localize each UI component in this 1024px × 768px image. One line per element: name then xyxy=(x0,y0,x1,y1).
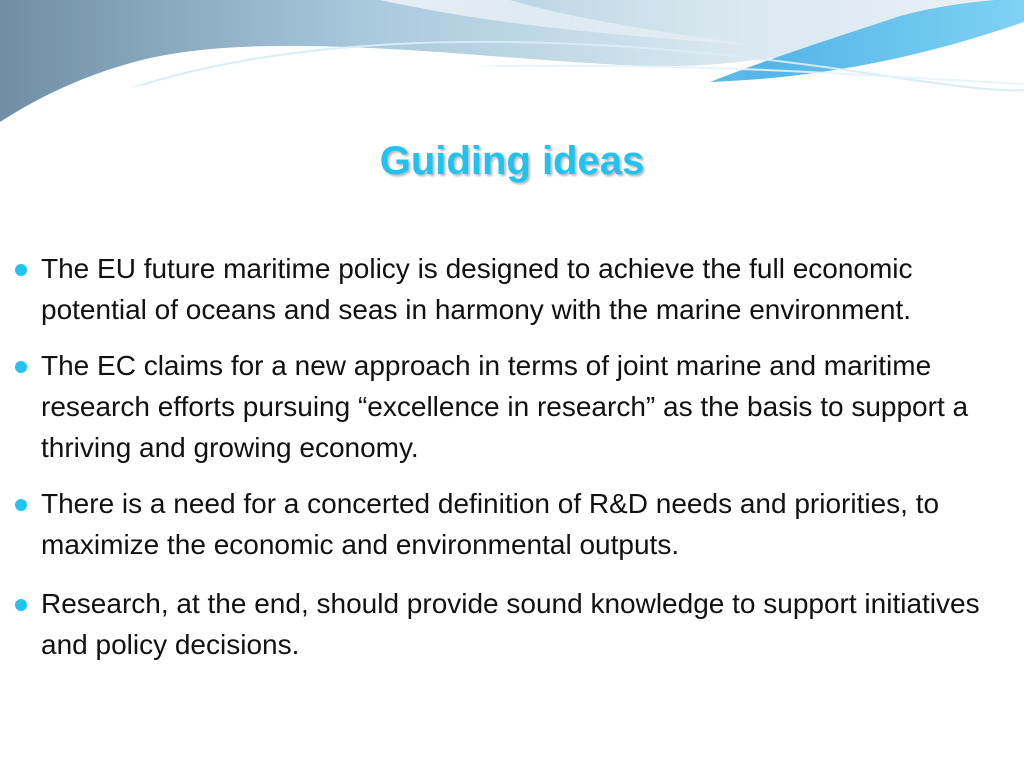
slide-title: Guiding ideas xyxy=(379,139,645,183)
bullet-item xyxy=(14,345,1016,468)
bullet-text: The EU future maritime policy is designed to achieve the full economic potential of oceans and seas in harmony with the marine environment. xyxy=(41,253,913,325)
bullet-marker-icon xyxy=(15,264,27,276)
bullet-item xyxy=(14,583,1016,665)
bullet-marker-icon xyxy=(15,599,27,611)
header-wave-decoration xyxy=(0,0,1024,130)
bullet-list xyxy=(14,248,1016,680)
bullet-text: The EC claims for a new approach in terms of joint marine and maritime research efforts pursuing “excellence in research” as the basis to support a thriving and growing economy. xyxy=(41,350,969,463)
bullet-item xyxy=(14,248,1016,330)
bullet-text: Research, at the end, should provide sound knowledge to support initiatives and policy decisions. xyxy=(41,588,980,660)
bullet-item xyxy=(14,483,1016,565)
bullet-text: There is a need for a concerted definition of R&D needs and priorities, to maximize the economic and environmental outputs. xyxy=(41,488,940,560)
bullet-marker-icon xyxy=(15,361,27,373)
bullet-marker-icon xyxy=(15,499,27,511)
